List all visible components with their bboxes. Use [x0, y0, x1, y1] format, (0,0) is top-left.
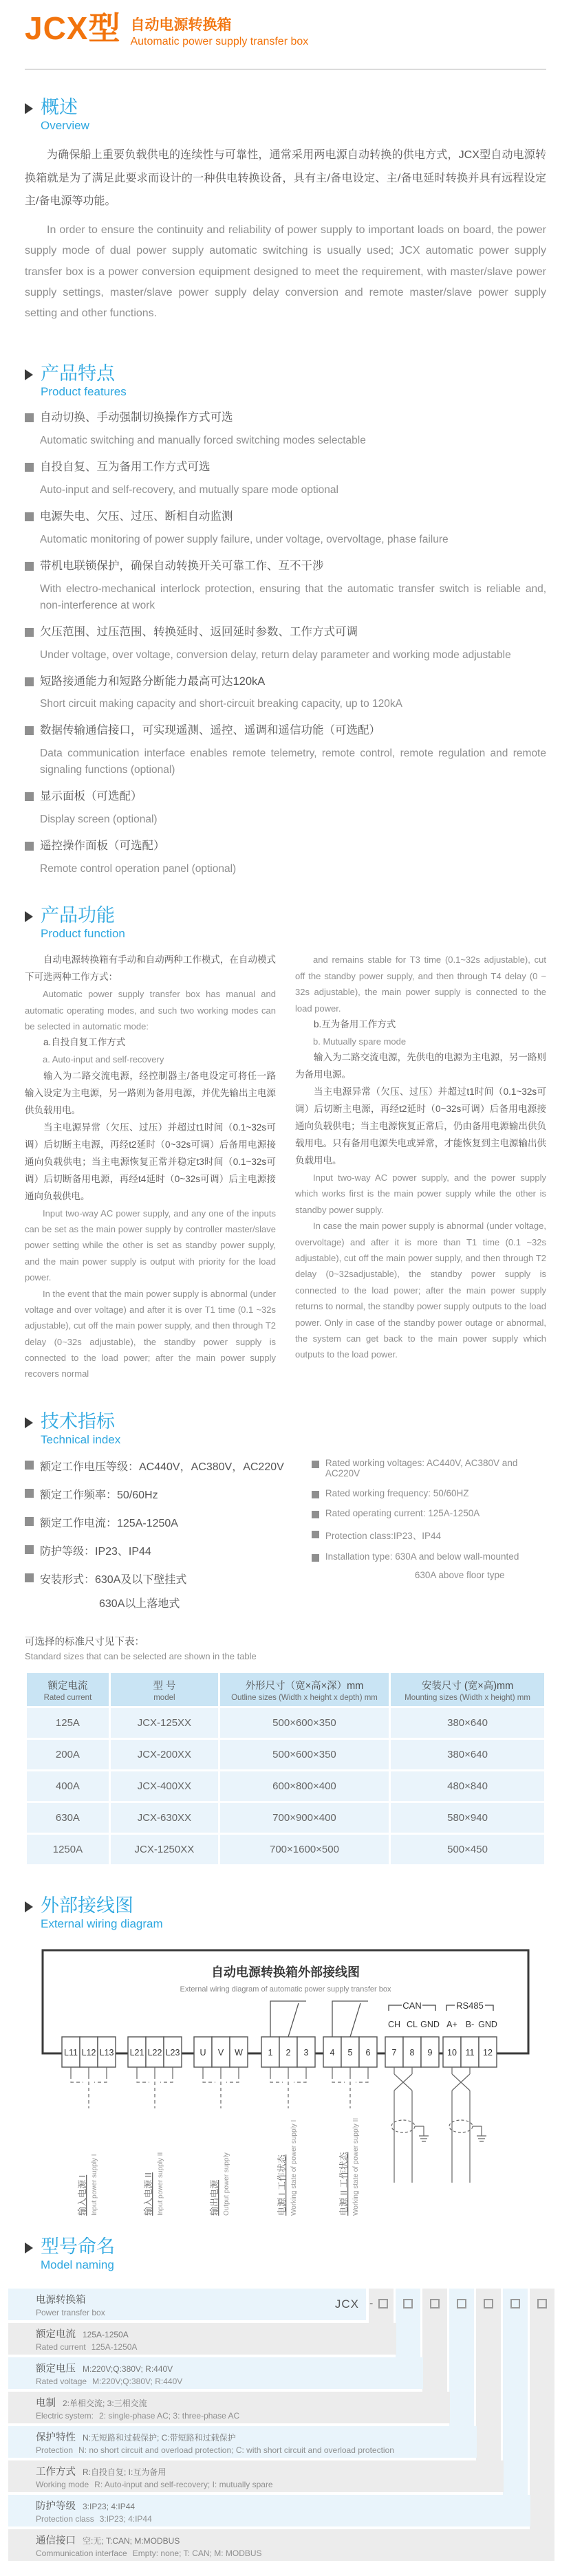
tech-item: [312, 1458, 546, 1478]
naming-en: Communication interface: [36, 2548, 127, 2558]
tech-body: [25, 1458, 546, 1611]
bullet-square-icon: [25, 413, 34, 422]
relay-contact-icon: [270, 2001, 368, 2037]
table-row: [27, 1708, 544, 1738]
feature-zh: 电源失电、欠压、过压、断相自动监测: [40, 510, 233, 523]
group-brackets: [71, 2075, 368, 2108]
group-label-zh: 电源 II 工作状态: [338, 2152, 349, 2216]
feature-item: [25, 789, 546, 828]
group-label-en: Output power supply: [223, 2152, 230, 2216]
table-row: [27, 1835, 544, 1864]
feature-item: [25, 674, 546, 713]
code-box: [378, 2299, 388, 2308]
bullet-square-icon: [25, 842, 34, 851]
section-title-zh: 型号命名: [41, 2236, 115, 2257]
section-marker-icon: [25, 369, 33, 380]
pin-labels: [388, 2020, 497, 2029]
function-paragraph: Automatic power supply transfer box has manual and automatic operating modes, and such two working modes can be selected in automatic mode:: [25, 989, 276, 1032]
function-body: [25, 952, 546, 1382]
feature-zh: 遥控操作面板（可选配）: [40, 840, 165, 853]
naming-zh: 防护等级: [36, 2501, 76, 2512]
feature-en: Under voltage, over voltage, conversion delay, return delay parameter and working mode adjustable: [40, 648, 511, 661]
cell-outline: 500×600×350: [220, 1740, 389, 1769]
tech-item: [312, 1551, 546, 1562]
bullet-square-icon: [25, 1573, 34, 1582]
section-title-zh: 外部接线图: [41, 1895, 133, 1916]
code-box: [457, 2299, 466, 2308]
section-title-zh: 概述: [41, 97, 78, 118]
feature-item: [25, 558, 546, 614]
feature-en: Remote control operation panel (optional): [40, 863, 237, 875]
feature-zh: 短路接通能力和短路分断能力最高可达120kA: [40, 675, 266, 688]
function-paragraph: In case the main power supply is abnormal (under voltage, overvoltage) and after it is more than T1 time (0.1 ~32s adjustable), cut off the main power supply, and then through T2 delay (0~32sadjustable), the standby power supply is connected to the load power; after the main power supply returns to normal, the standby power supply outputs to the load power. Only in case of the standby power outage or abnormal, the system can get back to the main power supply which outputs to the load power.: [295, 1221, 546, 1360]
col-header-rated-current: 额定电流 Rated current: [27, 1673, 109, 1706]
cell-model: JCX-1250XX: [111, 1835, 218, 1864]
page-title-en: Automatic power supply transfer box: [130, 36, 309, 47]
cell-outline: 500×600×350: [220, 1708, 389, 1738]
feature-en: Automatic monitoring of power supply failure, under voltage, overvoltage, phase failure: [40, 533, 449, 545]
feature-en: Display screen (optional): [40, 814, 158, 826]
feature-zh: 欠压范围、过压范围、转换延时、返回延时参数、工作方式可调: [40, 625, 358, 638]
cell-model: JCX-630XX: [111, 1803, 218, 1833]
model-naming-ladder: [8, 2289, 563, 2562]
svg-text:V: V: [217, 2047, 224, 2057]
naming-zh: 电源转换箱: [36, 2295, 86, 2306]
section-title-en: External wiring diagram: [41, 1917, 163, 1930]
tech-item-text: 额定工作频率：50/60Hz: [40, 1489, 158, 1501]
bullet-square-icon: [25, 628, 34, 637]
naming-en: Rated current: [36, 2342, 86, 2352]
cell-outline: 600×800×400: [220, 1771, 389, 1801]
naming-zh: 保护特性: [36, 2432, 76, 2443]
code-box: [510, 2299, 520, 2308]
svg-text:U: U: [200, 2047, 206, 2057]
function-paragraph: b.互为备用工作方式: [314, 1018, 396, 1029]
cell-mounting: 500×450: [391, 1835, 544, 1864]
naming-row-protection-class: 防护等级 3:IP23; 4:IP44 Protection class 3:IP23; 4:IP44: [8, 2495, 530, 2526]
cell-current: 125A: [27, 1708, 109, 1738]
naming-en: Protection class: [36, 2514, 94, 2524]
section-wiring-heading: [25, 1895, 546, 1931]
feature-item: [25, 624, 546, 664]
cell-mounting: 480×840: [391, 1771, 544, 1801]
cell-mounting: 380×640: [391, 1740, 544, 1769]
terminal-stubs: [71, 2067, 368, 2075]
group-label-en: Working state of power supply II: [352, 2117, 360, 2216]
feature-en: Automatic switching and manually forced switching modes selectable: [40, 434, 366, 446]
tech-item-text: Rated working frequency: 50/60HZ: [325, 1487, 469, 1498]
overview-body: [25, 144, 546, 325]
bullet-square-icon: [25, 1545, 34, 1554]
group-label-en: Input power supply II: [157, 2152, 164, 2216]
tech-item-text: 防护等级：IP23、IP44: [40, 1545, 151, 1558]
section-tech-heading: [25, 1411, 546, 1447]
section-title-en: Technical index: [41, 1432, 121, 1446]
tech-item-text: 安装形式：630A及以下壁挂式: [40, 1573, 187, 1586]
tech-zh-column: [25, 1458, 312, 1611]
standard-sizes-table: [25, 1671, 546, 1866]
tech-item-text: Protection class:IP23、IP44: [325, 1530, 441, 1541]
section-function-heading: [25, 905, 546, 941]
bullet-square-icon: [25, 562, 34, 571]
bullet-square-icon: [312, 1554, 319, 1562]
doc-header: [25, 12, 546, 48]
cell-mounting: 580×940: [391, 1803, 544, 1833]
svg-text:7: 7: [391, 2047, 397, 2057]
feature-zh: 自动切换、手动强制切换操作方式可选: [40, 411, 233, 424]
svg-text:L21: L21: [129, 2047, 144, 2057]
feature-zh: 自投自复、互为备用工作方式可选: [40, 460, 211, 473]
feature-en: Data communication interface enables remote telemetry, remote control, remote regulation and remote signaling functions (optional): [40, 747, 546, 776]
tech-item-continuation: 630A以上落地式: [99, 1597, 180, 1610]
code-box: [537, 2299, 547, 2308]
cell-current: 1250A: [27, 1835, 109, 1864]
feature-zh: 数据传输通信接口，可实现遥测、遥控、遥调和遥信功能（可选配）: [40, 724, 380, 737]
code-column-1: -: [369, 2289, 394, 2323]
svg-text:L11: L11: [64, 2047, 78, 2057]
naming-en: Rated voltage: [36, 2377, 87, 2386]
section-title-en: Product features: [41, 384, 127, 398]
overview-paragraph-en: In order to ensure the continuity and reliability of power supply to important loads on board, the power supply mode of dual power supply automatic switching is usually used; JCX automatic power supply transfer box is a power conversion equipment designed to meet the requirement, with master/slave power supply settings, master/slave power supply delay conversion and remote master/slave power supply setting and other functions.: [25, 223, 546, 320]
bullet-square-icon: [25, 726, 34, 735]
cell-current: 200A: [27, 1740, 109, 1769]
cell-current: 630A: [27, 1803, 109, 1833]
cell-model: JCX-125XX: [111, 1708, 218, 1738]
bullet-square-icon: [25, 792, 34, 801]
naming-en: Working mode: [36, 2480, 89, 2489]
tech-item: [312, 1508, 546, 1518]
feature-en: Auto-input and self-recovery, and mutually spare mode optional: [40, 483, 338, 496]
bullet-square-icon: [312, 1531, 319, 1538]
bullet-square-icon: [25, 512, 34, 521]
section-features-heading: [25, 363, 546, 399]
bullet-square-icon: [25, 463, 34, 472]
svg-text:12: 12: [483, 2047, 493, 2057]
naming-row-working-mode: 工作方式 R:自投自复; I:互为备用 Working mode R: Auto-input and self-recovery; I: mutually spare: [8, 2460, 504, 2492]
feature-item: [25, 509, 546, 548]
tech-item: [25, 1458, 312, 1474]
feature-en: With electro-mechanical interlock protection, ensuring that the automatic transfer switch is reliable and, non-interference at work: [40, 582, 546, 611]
function-paragraph: 当主电源异常（欠压、过压）并超过t1时间（0.1~32s可调）后切断主电源，再经t2延时（0~32s可调）后备用电源接通向负载供电；当主电源恢复正常后，仍由备用电源输出供负载用电。只有备用电源失电或异常，才能恢复到主电源输出供负载用电。: [295, 1087, 546, 1166]
function-paragraph: a.自投自复工作方式: [43, 1037, 126, 1048]
section-marker-icon: [25, 2242, 33, 2253]
pin-gnd: GND: [420, 2019, 440, 2029]
bullet-square-icon: [312, 1461, 319, 1468]
function-paragraph: a. Auto-input and self-recovery: [43, 1054, 164, 1065]
naming-zh: 通信接口: [36, 2535, 76, 2546]
code-column-2: [396, 2289, 420, 2357]
code-box: [403, 2299, 413, 2308]
svg-text:1: 1: [268, 2047, 273, 2057]
section-marker-icon: [25, 1901, 33, 1912]
bullet-square-icon: [25, 1517, 34, 1526]
feature-item: [25, 459, 546, 499]
code-column-5: [476, 2289, 501, 2460]
code-column-4: [449, 2289, 474, 2426]
col-header-model: 型 号 model: [111, 1673, 218, 1706]
svg-text:L12: L12: [81, 2047, 96, 2057]
feature-zh: 带机电联锁保护，确保自动转换开关可靠工作、互不干涉: [40, 559, 324, 572]
col-header-mounting-sizes: 安装尺寸 (宽×高)mm Mounting sizes (Width x height) mm: [391, 1673, 544, 1706]
bullet-square-icon: [25, 1461, 34, 1470]
naming-row-rated-current: 额定电流 125A-1250A Rated current 125A-1250A: [8, 2323, 396, 2355]
function-paragraph: 自动电源转换箱有手动和自动两种工作模式，在自动模式下可选两种工作方式：: [25, 954, 276, 983]
bullet-square-icon: [25, 1489, 34, 1498]
twisted-pair-rs485: [449, 2067, 486, 2183]
section-title-zh: 产品功能: [41, 905, 115, 926]
tech-item-text: Installation type: 630A and below wall-mounted: [325, 1551, 519, 1562]
group-labels: [77, 2118, 360, 2216]
tech-item: [312, 1488, 546, 1498]
naming-zh: 工作方式: [36, 2467, 76, 2478]
cell-model: JCX-200XX: [111, 1740, 218, 1769]
wiring-diagram: [0, 1949, 571, 2224]
code-column-6: [503, 2289, 528, 2495]
naming-zh: 额定电压: [36, 2364, 76, 2375]
naming-row-product: [8, 2289, 366, 2320]
pin-a-plus: A+: [446, 2019, 457, 2029]
naming-en: Power transfer box: [36, 2308, 105, 2317]
section-overview-heading: [25, 97, 546, 133]
svg-text:L13: L13: [99, 2047, 114, 2057]
svg-text:L23: L23: [165, 2047, 180, 2057]
tech-item: [25, 1486, 312, 1502]
tech-item-text: Rated working voltages: AC440V, AC380V and AC220V: [325, 1457, 518, 1478]
code-box: [430, 2299, 440, 2308]
bullet-square-icon: [25, 677, 34, 686]
group-label-zh: 输入电源 II: [143, 2172, 153, 2216]
pin-gnd: GND: [478, 2019, 497, 2029]
feature-zh: 显示面板（可选配）: [40, 790, 142, 803]
group-label-zh: 输出电源: [209, 2179, 219, 2216]
section-marker-icon: [25, 1417, 33, 1428]
svg-text:2: 2: [286, 2047, 291, 2057]
cell-current: 400A: [27, 1771, 109, 1801]
pin-ch: CH: [387, 2019, 401, 2029]
table-row: [27, 1771, 544, 1801]
tech-item-text: 额定工作电压等级：AC440V，AC380V，AC220V: [40, 1461, 284, 1473]
naming-row-communication: 通信接口 空:无; T:CAN; M:MODBUS Communication interface Empty: none; T: CAN; M: MODBUS: [8, 2529, 554, 2561]
diagram-title-zh: 自动电源转换箱外部接线图: [211, 1965, 360, 1979]
wiring-diagram-svg: [41, 1949, 530, 2224]
svg-text:11: 11: [465, 2047, 475, 2057]
function-paragraph: b. Mutually spare mode: [313, 1036, 407, 1047]
naming-en: Electric system:: [36, 2411, 94, 2421]
naming-row-rated-voltage: 额定电压 M:220V;Q:380V; R:440V Rated voltage M:220V;Q:380V; R:440V: [8, 2357, 423, 2389]
function-paragraph: and remains stable for T3 time (0.1~32s adjustable), cut off the standby power supply, and then through T4 delay (0 ~ 32s adjustable), the main power supply is connected to the load power.: [295, 954, 546, 1014]
section-title-en: Overview: [41, 119, 89, 133]
section-title-en: Model naming: [41, 2258, 114, 2271]
svg-text:3: 3: [303, 2047, 309, 2057]
pin-cl: CL: [407, 2019, 418, 2029]
overview-paragraph-zh: 为确保船上重要负载供电的连续性与可靠性，通常采用两电源自动转换的供电方式，JCX型自动电源转换箱就是为了满足此要求而设计的一种供电转换设备，具有主/备电设定、主/备电延时转换并具有远程设定主/备电源等功能。: [25, 149, 546, 208]
svg-text:8: 8: [409, 2047, 415, 2057]
feature-en: Short circuit making capacity and short-circuit breaking capacity, up to 120kA: [40, 698, 402, 710]
cell-outline: 700×1600×500: [220, 1835, 389, 1864]
group-label-en: Input power supply I: [91, 2154, 98, 2216]
code-box: [484, 2299, 493, 2308]
twisted-pair-can: [391, 2067, 429, 2183]
product-model: JCX型: [25, 10, 121, 46]
tech-item: [25, 1542, 312, 1558]
section-title-en: Product function: [41, 927, 125, 941]
naming-row-protection: 保护特性 N:无短路和过载保护; C:带短路和过载保护 Protection N: no short circuit and overload protection; C: with short circuit and overload protection: [8, 2426, 477, 2458]
code-column-7: [530, 2289, 554, 2529]
svg-text:L22: L22: [147, 2047, 162, 2057]
svg-text:4: 4: [330, 2047, 335, 2057]
feature-item: [25, 838, 546, 877]
section-marker-icon: [25, 103, 33, 114]
tech-item-text: Rated operating current: 125A-1250A: [325, 1507, 480, 1518]
pin-b-minus: B-: [465, 2019, 475, 2029]
function-paragraph: 输入为二路交流电源，经控制器主/备电设定可将任一路输入设定为主电源，另一路则为备用电源，并优先输出主电源供负载用电。: [25, 1070, 276, 1115]
svg-text:10: 10: [447, 2047, 457, 2057]
section-marker-icon: [25, 911, 33, 922]
function-paragraph: Input two-way AC power supply, and any one of the inputs can be set as the main power supply by controller master/slave power setting while the other is set as standby power supply, and the main power supply is output with priority for the load power.: [25, 1208, 276, 1283]
tech-item: [25, 1514, 312, 1530]
page-title-zh: 自动电源转换箱: [130, 17, 232, 33]
group-label-zh: 输入电源 I: [77, 2174, 87, 2216]
tech-item-text: 额定工作电流：125A-1250A: [40, 1517, 178, 1529]
naming-zh: 电制: [36, 2398, 56, 2409]
function-paragraph: Input two-way AC power supply, and the power supply which works first is the main power supply while the other is standby power supply.: [295, 1172, 546, 1215]
table-row: [27, 1803, 544, 1833]
svg-text:6: 6: [365, 2047, 371, 2057]
function-paragraph: 输入为二路交流电源，先供电的电源为主电源，另一路则为备用电源。: [295, 1052, 546, 1080]
section-title-zh: 产品特点: [41, 362, 115, 384]
naming-zh: 额定电流: [36, 2329, 76, 2340]
group-label-en: Working state of power supply I: [290, 2119, 298, 2216]
diagram-title-en: External wiring diagram of automatic power supply transfer box: [180, 1985, 391, 1994]
tech-item-continuation: 630A above floor type: [414, 1569, 505, 1580]
can-label: CAN: [402, 2000, 422, 2011]
sizes-note-en: Standard sizes that can be selected are shown in the table: [25, 1650, 257, 1661]
feature-item: [25, 723, 546, 778]
section-naming-heading: [25, 2236, 546, 2272]
group-label-zh: 电源 I 工作状态: [277, 2154, 287, 2216]
function-left-column: [25, 952, 276, 1382]
feature-item: [25, 410, 546, 449]
bullet-square-icon: [312, 1511, 319, 1518]
naming-en: Protection: [36, 2445, 74, 2455]
model-prefix: JCX: [334, 2297, 359, 2311]
cell-mounting: 380×640: [391, 1708, 544, 1738]
function-right-column: [295, 952, 546, 1382]
svg-text:5: 5: [347, 2047, 353, 2057]
svg-text:9: 9: [427, 2047, 433, 2057]
tech-item: [25, 1571, 312, 1586]
section-title-zh: 技术指标: [41, 1410, 115, 1432]
naming-row-electric-system: 电制 2:单相交流; 3:三相交流 Electric system: 2: single-phase AC; 3: three-phase AC: [8, 2392, 450, 2423]
rs485-label: RS485: [456, 2000, 484, 2011]
bullet-square-icon: [312, 1491, 319, 1498]
col-header-outline-sizes: 外形尺寸（宽×高×深）mm Outline sizes (Width x height x depth) mm: [220, 1673, 389, 1706]
tech-item: [312, 1528, 546, 1542]
cell-model: JCX-400XX: [111, 1771, 218, 1801]
cell-outline: 700×900×400: [220, 1803, 389, 1833]
sizes-note-zh: 可选择的标准尺寸见下表：: [25, 1636, 144, 1648]
table-header-row: [27, 1673, 544, 1706]
features-list: [25, 410, 546, 877]
table-row: [27, 1740, 544, 1769]
svg-text:W: W: [235, 2047, 243, 2057]
function-paragraph: In the event that the main power supply is abnormal (under voltage and over voltage) and after it is over T1 time (0.1 ~32s adjustable), cut off the main power supply, and then through T2 delay (0~32s adjustable), the standby power supply is connected to the load power; after the main power supply recovers normal: [25, 1288, 276, 1379]
code-column-3: [422, 2289, 447, 2392]
function-paragraph: 当主电源异常（欠压、过压）并超过t1时间（0.1~32s可调）后切断主电源，再经t2延时（0~32s可调）后备用电源接通向负载供电；当主电源恢复正常并稳定t3时间（0.1~32s可调）后切断备用电源，再经t4延时（0~32s可调）后主电源接通向负载供电。: [25, 1122, 276, 1201]
tech-en-column: [312, 1458, 546, 1611]
